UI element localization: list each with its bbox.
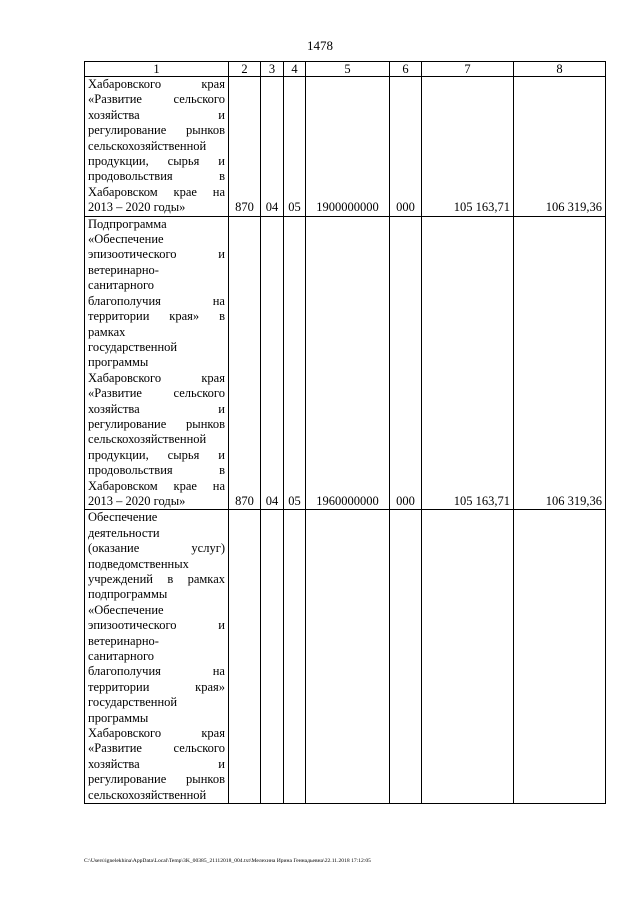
table-row — [85, 510, 606, 804]
column-header: 3 — [261, 62, 284, 77]
row-name-line: благополучия на — [88, 293, 225, 308]
row-name-line: сельскохозяйственной — [88, 138, 207, 153]
row-name-line: хозяйства и — [88, 401, 225, 416]
row-name-line: 2013 – 2020 годы» — [88, 200, 186, 215]
row-name-line: регулирование рынков — [88, 772, 225, 787]
row-name-line: регулирование рынков — [88, 123, 225, 138]
row-name-line: эпизоотического и — [88, 247, 225, 262]
subsection-cell — [284, 510, 306, 804]
row-name-line: Хабаровского края — [88, 726, 225, 741]
table-row — [85, 216, 606, 510]
column-header: 5 — [306, 62, 390, 77]
row-name-line: государственной — [88, 339, 178, 354]
row-name-line: Подпрограмма — [88, 216, 167, 231]
table-row — [85, 77, 606, 217]
row-name-line: санитарного — [88, 649, 155, 664]
admin-code-cell — [229, 510, 261, 804]
row-name-line: ветеринарно- — [88, 633, 159, 648]
row-name-line: продукции, сырья и — [88, 154, 225, 169]
row-name-line: хозяйства и — [88, 107, 225, 122]
row-name-cell — [85, 510, 229, 804]
target-article-cell — [306, 510, 390, 804]
row-name-cell — [85, 77, 229, 217]
amount-year-1-cell: 105 163,71 — [422, 77, 514, 217]
row-name-line: сельскохозяйственной — [88, 787, 207, 802]
row-name-line: санитарного — [88, 278, 155, 293]
row-name-line: «Развитие сельского — [88, 741, 225, 756]
row-name-line: благополучия на — [88, 664, 225, 679]
row-name-line: Хабаровском крае на — [88, 478, 225, 493]
row-name-line: продовольствия в — [88, 169, 225, 184]
row-name-line: продукции, сырья и — [88, 447, 225, 462]
row-name-line: регулирование рынков — [88, 416, 225, 431]
row-name-line: программы — [88, 355, 149, 370]
row-name-line: подпрограммы — [88, 587, 168, 602]
row-name-line: программы — [88, 710, 149, 725]
column-header: 7 — [422, 62, 514, 77]
table-header-row — [85, 62, 606, 77]
target-article-cell: 1960000000 — [306, 216, 390, 510]
column-header: 8 — [514, 62, 606, 77]
section-cell: 04 — [261, 77, 284, 217]
row-name-line: «Развитие сельского — [88, 386, 225, 401]
row-name-line: подведомственных — [88, 556, 189, 571]
page-number: 1478 — [307, 38, 333, 53]
footer-file-path: C:\Users\ignelekhina\AppData\Local\Temp\3K_00385_21112018_004.txt\Мелехина Ирина Геннадьевна\22.11.2018 17:12:05 — [84, 858, 371, 864]
amount-year-2-cell: 106 319,36 — [514, 77, 606, 217]
admin-code-cell: 870 — [229, 77, 261, 217]
row-name-line: «Обеспечение — [88, 602, 164, 617]
row-name-line: (оказание услуг) — [88, 541, 225, 556]
column-header: 2 — [229, 62, 261, 77]
row-name-line: Хабаровском крае на — [88, 184, 225, 199]
row-name-line: сельскохозяйственной — [88, 432, 207, 447]
target-article-cell: 1900000000 — [306, 77, 390, 217]
row-name-line: учреждений в рамках — [88, 572, 225, 586]
subsection-cell: 05 — [284, 77, 306, 217]
row-name-line: Хабаровского края — [88, 370, 225, 385]
row-name-line: деятельности — [88, 525, 160, 540]
row-name-line: рамках — [88, 324, 126, 339]
column-header: 4 — [284, 62, 306, 77]
row-name-line: ветеринарно- — [88, 262, 159, 277]
section-cell — [261, 510, 284, 804]
column-header: 1 — [85, 62, 229, 77]
row-name-line: продовольствия в — [88, 463, 225, 478]
row-name-line: Обеспечение — [88, 510, 158, 525]
row-name-line: «Обеспечение — [88, 232, 164, 247]
row-name-line: территории края» — [88, 679, 225, 694]
row-name-line: хозяйства и — [88, 756, 225, 771]
expense-type-cell: 000 — [390, 77, 422, 217]
row-name-line: Хабаровского края — [88, 77, 225, 91]
subsection-cell: 05 — [284, 216, 306, 510]
expense-type-cell — [390, 510, 422, 804]
row-name-line: 2013 – 2020 годы» — [88, 493, 186, 508]
amount-year-1-cell: 105 163,71 — [422, 216, 514, 510]
row-name-cell — [85, 216, 229, 510]
section-cell: 04 — [261, 216, 284, 510]
row-name-line: «Развитие сельского — [88, 92, 225, 107]
admin-code-cell: 870 — [229, 216, 261, 510]
expense-type-cell: 000 — [390, 216, 422, 510]
amount-year-1-cell — [422, 510, 514, 804]
row-name-line: эпизоотического и — [88, 618, 225, 633]
column-header: 6 — [390, 62, 422, 77]
amount-year-2-cell — [514, 510, 606, 804]
budget-table — [84, 61, 606, 804]
amount-year-2-cell: 106 319,36 — [514, 216, 606, 510]
row-name-line: территории края» в — [88, 309, 225, 324]
row-name-line: государственной — [88, 695, 178, 710]
